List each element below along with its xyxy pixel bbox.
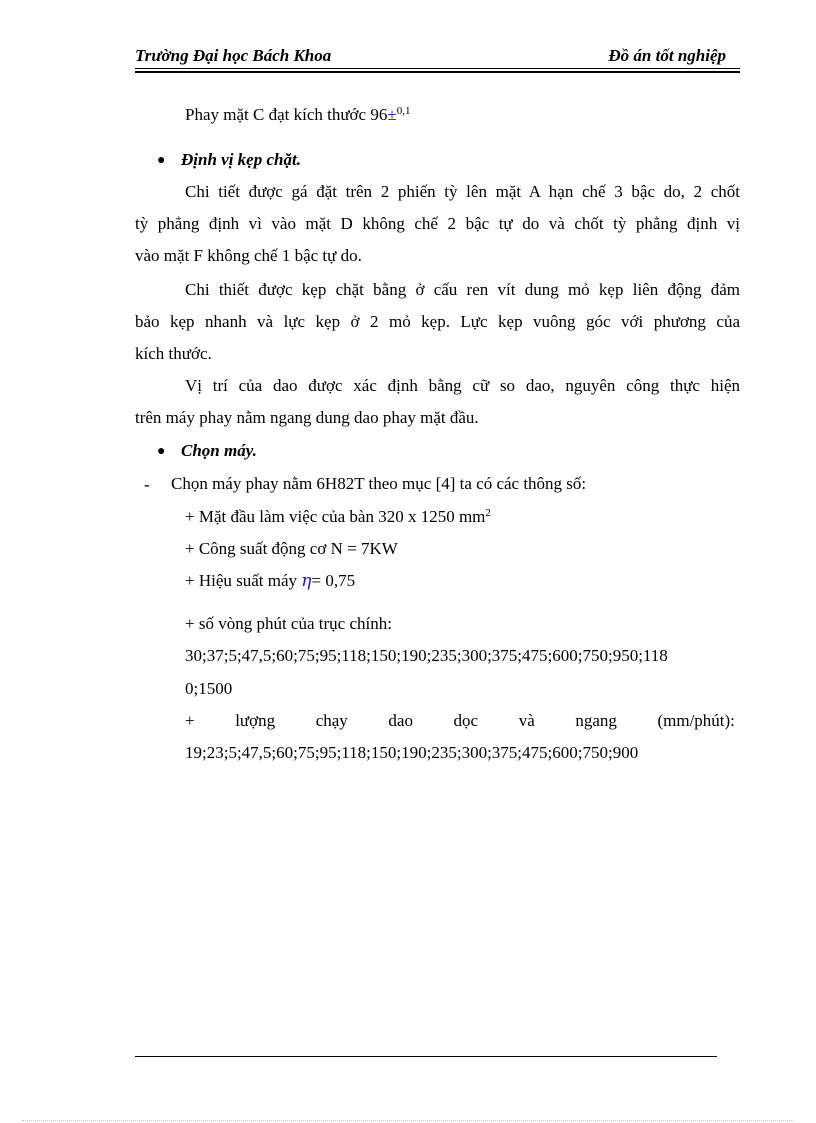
spec-spindle-speed-values: 30;37;5;47,5;60;75;95;118;150;190;235;300;375;475;600;750;950;118 [185,646,668,665]
bullet-icon: ● [157,444,166,459]
paragraph-3-line-1: Vị trí của dao được xác định bằng cữ so dao, nguyên công thực hiện [185,376,740,395]
feed-word: (mm/phút): [657,711,735,730]
milling-text: Phay mặt C đạt kích thước 96 [185,105,388,124]
spec-motor-power: + Công suất động cơ N = 7KW [185,539,398,558]
header-rule-thick [135,71,740,73]
school-name: Trường Đại học Bách Khoa [135,46,332,65]
milling-tolerance-line [185,105,410,125]
feed-word: dọc [453,711,479,730]
paragraph-3-line-2: trên máy phay nằm ngang dung dao phay mặt đầu. [135,408,479,427]
heading-positioning: Định vị kẹp chặt. [181,150,301,169]
eta-symbol: η [301,571,312,591]
spec-feed-values: 19;23;5;47,5;60;75;95;118;150;190;235;300;375;475;600;750;900 [185,743,639,762]
square-superscript: 2 [485,507,491,519]
header-rule-thin [135,68,740,69]
document-type: Đồ án tốt nghiệp [608,46,726,65]
machine-intro: Chọn máy phay nằm 6H82T theo mục [4] ta có các thông số: [171,474,587,493]
feed-word: chạy [315,711,348,730]
page-header [135,44,740,68]
tolerance-value: 0,1 [396,105,411,117]
page-bottom-dotted-border [22,1120,794,1121]
spec-spindle-speed-values-cont: 0;1500 [185,679,233,698]
paragraph-1-line-1: Chi tiết được gá đặt trên 2 phiến tỳ lên mặt A hạn chế 3 bậc do, 2 chốt [185,182,740,201]
plus-minus-symbol: ± [387,105,397,124]
spec-spindle-speed-label: + số vòng phút của trục chính: [185,614,392,633]
heading-machine-selection: Chọn máy. [181,441,257,460]
efficiency-value: = 0,75 [311,571,356,590]
paragraph-1-line-2: tỳ phẳng định vì vào mặt D không chế 2 bậc tự do và chốt tỳ phẳng định vị [135,214,740,233]
feed-word: và [518,711,535,730]
paragraph-2-line-1: Chi thiết được kẹp chặt bằng ở cấu ren vít dung mỏ kẹp liên động đảm [185,280,740,299]
bullet-icon: ● [157,153,166,168]
spec-efficiency [185,571,355,591]
paragraph-1-line-3: vào mặt F không chế 1 bậc tự do. [135,246,362,265]
feed-word: + [185,711,195,730]
efficiency-label: + Hiệu suất máy [185,571,302,590]
feed-word: dao [388,711,413,730]
spec-table-surface-text: + Mặt đầu làm việc của bàn 320 x 1250 mm [185,507,486,526]
spec-table-surface [185,507,491,527]
dash-marker: - [144,475,150,494]
paragraph-2-line-2: bảo kẹp nhanh và lực kẹp ở 2 mỏ kẹp. Lực kẹp vuông góc với phương của [135,312,740,331]
footer-rule [135,1056,717,1057]
feed-word: ngang [575,711,617,730]
paragraph-2-line-3: kích thước. [135,344,212,363]
spec-feed-label [185,711,735,731]
feed-word: lượng [235,711,276,730]
